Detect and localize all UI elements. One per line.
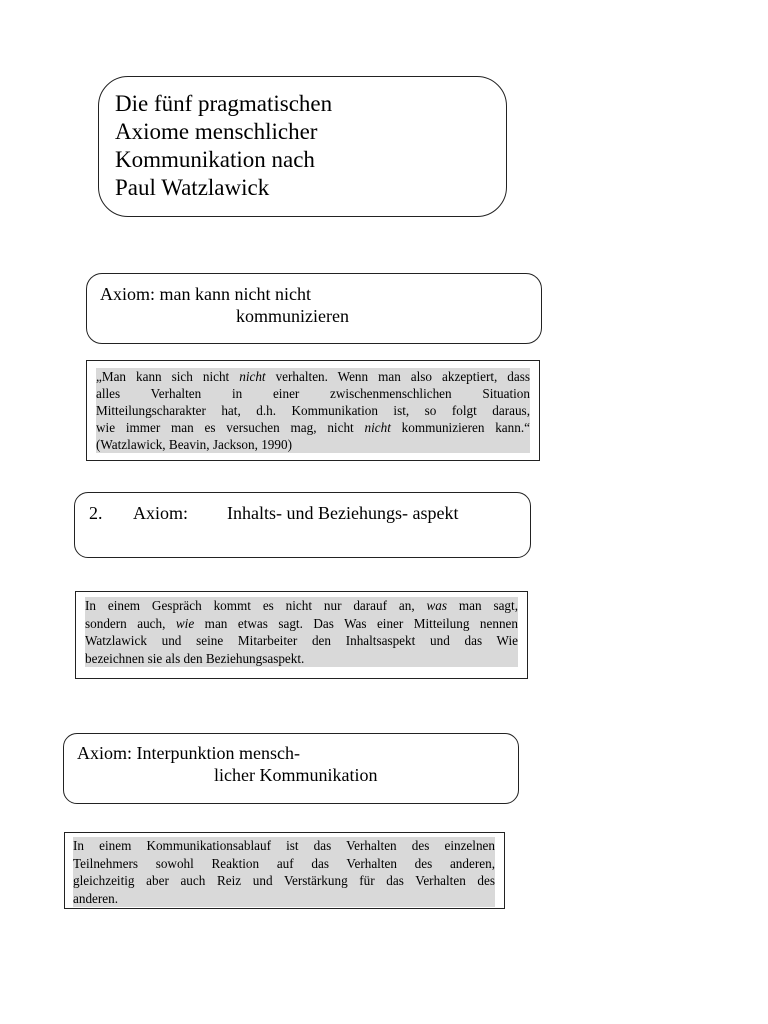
quote-3-box <box>64 832 505 909</box>
quote-line <box>85 615 518 633</box>
quote-fragment: sondern auch, <box>85 615 176 631</box>
quote-fragment: man etwas sagt. Das Was einer Mitteilung nennen <box>194 615 518 631</box>
quote-line: In einem Kommunikationsablauf ist das Verhalten des einzelnen <box>73 838 495 853</box>
quote-line: anderen. <box>73 890 119 906</box>
quote-emphasis: wie <box>175 615 195 631</box>
quote-emphasis: nicht <box>364 420 391 435</box>
quote-line <box>96 368 530 385</box>
title-box <box>98 76 507 217</box>
quote-fragment: In einem Gespräch kommt es nicht nur darauf an, <box>85 598 427 613</box>
axiom-1-heading: Axiom: man kann nicht nicht <box>100 284 311 304</box>
quote-line <box>96 419 530 436</box>
axiom-1-box <box>86 273 542 344</box>
quote-emphasis: nicht <box>239 369 266 384</box>
quote-line: Watzlawick und seine Mitarbeiter den Inhaltsaspekt und das Wie <box>85 633 518 648</box>
title-line: Paul Watzlawick <box>115 175 270 200</box>
quote-line: Teilnehmers sowohl Reaktion auf das Verhalten des anderen, <box>73 855 495 871</box>
quote-3-text <box>73 837 495 907</box>
title-line: Kommunikation nach <box>115 147 315 172</box>
axiom-1-heading-cont: kommunizieren <box>236 306 349 326</box>
axiom-3-heading: Axiom: Interpunktion mensch- <box>77 743 300 763</box>
title-line: Axiome menschlicher <box>115 119 318 144</box>
quote-line: Mitteilungscharakter hat, d.h. Kommunikation ist, so folgt daraus, <box>96 403 530 418</box>
axiom-2-box <box>74 492 531 558</box>
axiom-3-box <box>63 733 519 804</box>
quote-line: alles Verhalten in einer zwischenmenschlichen Situation <box>96 386 530 401</box>
axiom-2-number: 2. <box>89 503 103 523</box>
quote-fragment: kommunizieren kann.“ <box>390 420 530 435</box>
quote-fragment: verhalten. Wenn man also akzeptiert, dass <box>265 369 530 384</box>
quote-fragment: man sagt, <box>447 598 518 613</box>
axiom-2-heading: Inhalts- und Beziehungs- aspekt <box>227 503 459 523</box>
quote-fragment: „Man kann sich nicht <box>96 369 240 384</box>
quote-fragment: wie immer man es versuchen mag, nicht <box>96 420 365 435</box>
axiom-2-label: Axiom: <box>133 503 189 523</box>
quote-line <box>85 597 518 615</box>
page-title <box>115 90 445 202</box>
quote-2-text <box>85 597 518 667</box>
quote-citation: (Watzlawick, Beavin, Jackson, 1990) <box>96 437 292 452</box>
quote-line: gleichzeitig aber auch Reiz und Verstärkung für das Verhalten des <box>73 873 495 888</box>
axiom-3-heading-cont: licher Kommunikation <box>214 765 378 785</box>
quote-1-box <box>86 360 540 461</box>
title-line: Die fünf pragmatischen <box>115 91 333 116</box>
quote-1-text <box>96 368 530 453</box>
quote-emphasis: was <box>426 598 448 613</box>
quote-line: bezeichnen sie als den Beziehungsaspekt. <box>85 650 305 666</box>
quote-2-box <box>75 591 528 679</box>
